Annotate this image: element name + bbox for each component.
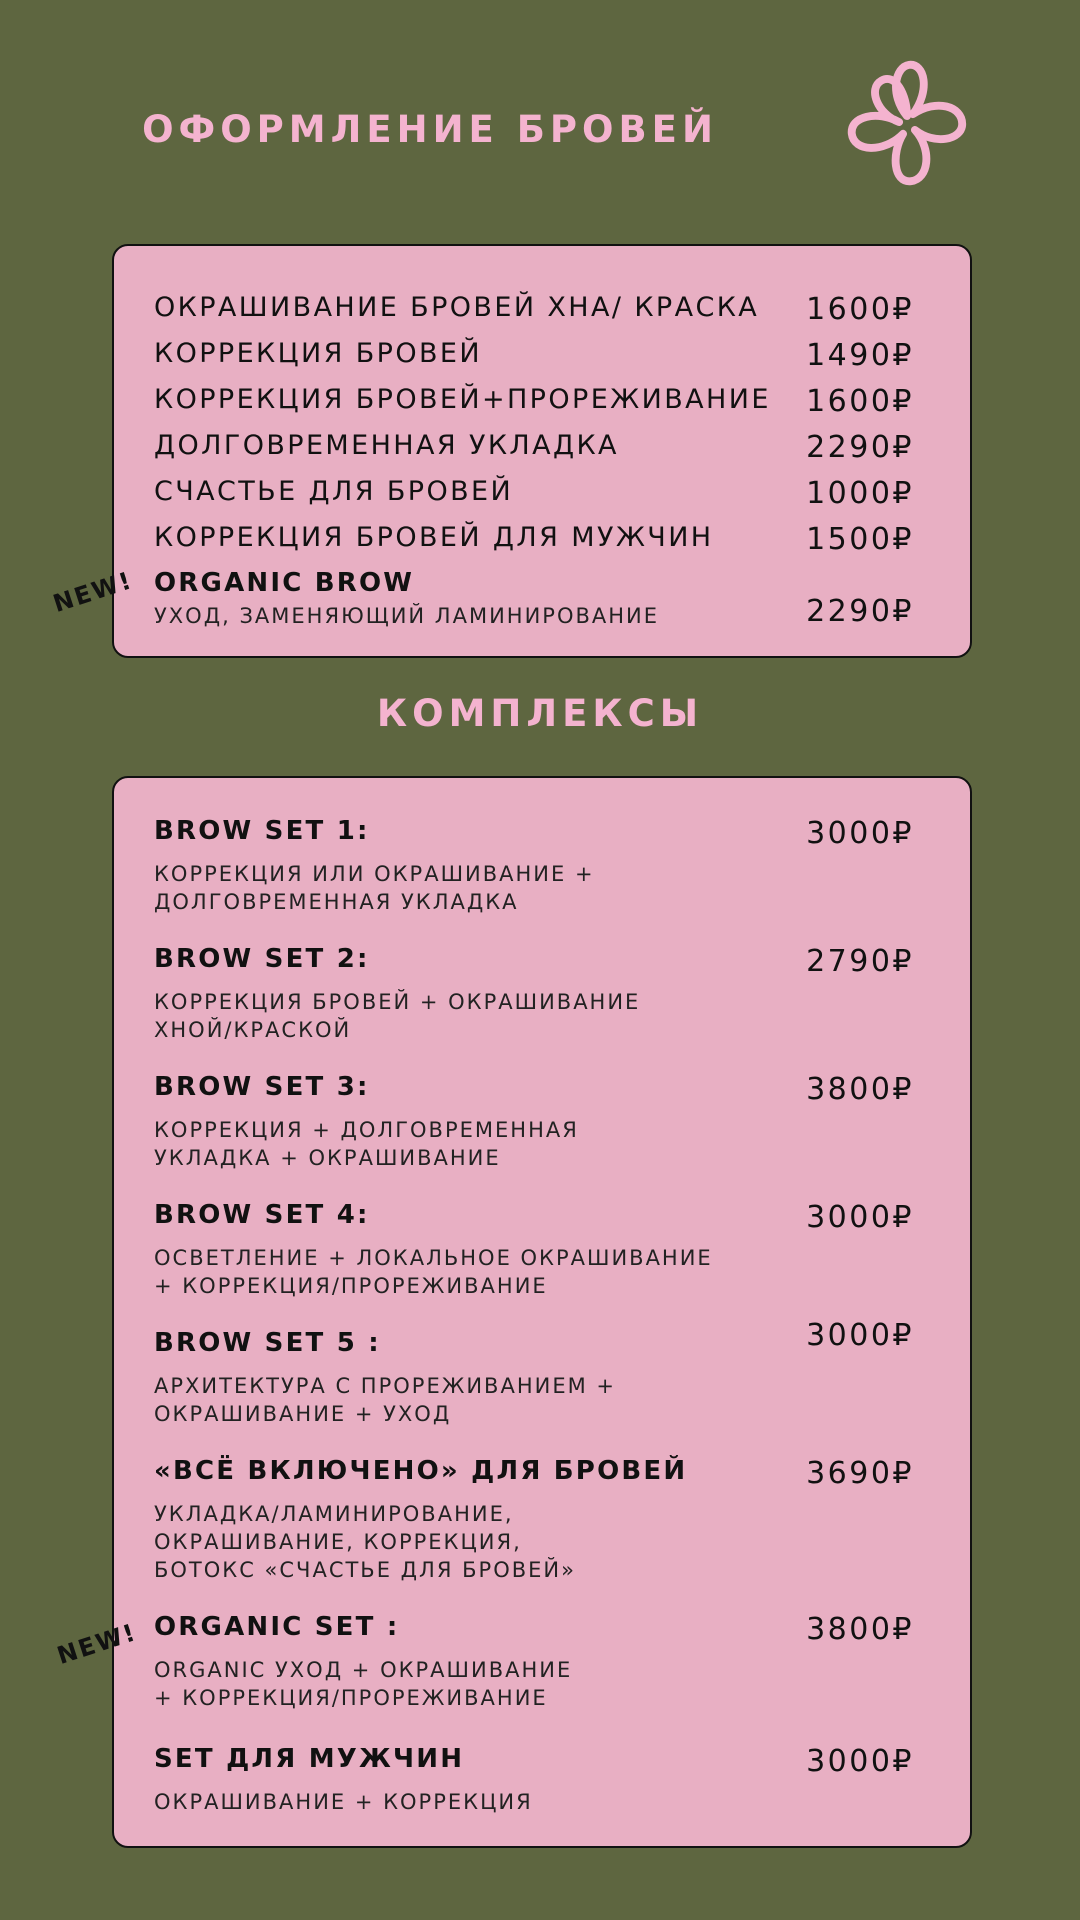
set-price: 3800₽: [806, 1612, 914, 1647]
set-price: 3800₽: [806, 1072, 914, 1107]
section-title-complexes: КОМПЛЕКСЫ: [376, 692, 704, 735]
set-description: КОРРЕКЦИЯ БРОВЕЙ + ОКРАШИВАНИЕ: [154, 990, 641, 1014]
set-description: БОТОКС «СЧАСТЬЕ ДЛЯ БРОВЕЙ»: [154, 1558, 576, 1582]
service-description: УХОД, ЗАМЕНЯЮЩИЙ ЛАМИНИРОВАНИЕ: [154, 604, 660, 628]
service-name: КОРРЕКЦИЯ БРОВЕЙ ДЛЯ МУЖЧИН: [154, 522, 714, 553]
service-name: ORGANIC BROW: [154, 568, 415, 598]
complexes-price-card: [112, 776, 972, 1848]
section-title-brows: ОФОРМЛЕНИЕ БРОВЕЙ: [142, 108, 718, 151]
new-badge: NEW!: [53, 1618, 141, 1670]
list-item: [154, 430, 914, 465]
list-item: [154, 476, 914, 511]
set-price: 3000₽: [806, 1200, 914, 1235]
service-name: ОКРАШИВАНИЕ БРОВЕЙ ХНА/ КРАСКА: [154, 292, 760, 323]
list-item: [154, 944, 914, 1044]
set-name: SET ДЛЯ МУЖЧИН: [154, 1744, 465, 1774]
service-name: ДОЛГОВРЕМЕННАЯ УКЛАДКА: [154, 430, 619, 461]
set-description: ХНОЙ/КРАСКОЙ: [154, 1018, 352, 1042]
set-description: ОКРАШИВАНИЕ + УХОД: [154, 1402, 452, 1426]
set-description: КОРРЕКЦИЯ ИЛИ ОКРАШИВАНИЕ +: [154, 862, 595, 886]
set-price: 3690₽: [806, 1456, 914, 1491]
flower-icon: [838, 55, 976, 193]
set-name: BROW SET 1:: [154, 816, 370, 846]
service-price: 1600₽: [806, 292, 914, 327]
set-description: ORGANIC УХОД + ОКРАШИВАНИЕ: [154, 1658, 573, 1682]
list-item: [154, 1072, 914, 1172]
list-item: [154, 338, 914, 373]
set-name: BROW SET 3:: [154, 1072, 370, 1102]
list-item: [154, 1318, 914, 1428]
set-price: 3000₽: [806, 816, 914, 851]
set-description: АРХИТЕКТУРА С ПРОРЕЖИВАНИЕМ +: [154, 1374, 616, 1398]
list-item: [154, 522, 914, 557]
set-description: + КОРРЕКЦИЯ/ПРОРЕЖИВАНИЕ: [154, 1686, 548, 1710]
service-price: 2290₽: [806, 430, 914, 465]
service-price: 1490₽: [806, 338, 914, 373]
set-description: ОКРАШИВАНИЕ, КОРРЕКЦИЯ,: [154, 1530, 522, 1554]
set-description: + КОРРЕКЦИЯ/ПРОРЕЖИВАНИЕ: [154, 1274, 548, 1298]
set-name: BROW SET 2:: [154, 944, 370, 974]
list-item: [154, 384, 914, 419]
service-name: КОРРЕКЦИЯ БРОВЕЙ: [154, 338, 482, 369]
set-name: BROW SET 5 :: [154, 1328, 381, 1358]
list-item: [154, 292, 914, 327]
set-description: ОКРАШИВАНИЕ + КОРРЕКЦИЯ: [154, 1790, 533, 1814]
service-price: 2290₽: [806, 594, 914, 629]
set-description: УКЛАДКА + ОКРАШИВАНИЕ: [154, 1146, 501, 1170]
set-name: «ВСЁ ВКЛЮЧЕНО» ДЛЯ БРОВЕЙ: [154, 1456, 688, 1486]
brows-price-card: [112, 244, 972, 658]
set-price: 3000₽: [806, 1318, 914, 1353]
list-item: [154, 816, 914, 916]
list-item: [154, 1456, 914, 1584]
service-price: 1500₽: [806, 522, 914, 557]
service-price: 1000₽: [806, 476, 914, 511]
list-item: [154, 1200, 914, 1300]
set-price: 2790₽: [806, 944, 914, 979]
service-price: 1600₽: [806, 384, 914, 419]
set-name: ORGANIC SET :: [154, 1612, 400, 1642]
set-description: КОРРЕКЦИЯ + ДОЛГОВРЕМЕННАЯ: [154, 1118, 579, 1142]
service-name: СЧАСТЬЕ ДЛЯ БРОВЕЙ: [154, 476, 514, 507]
list-item: [154, 1744, 914, 1816]
set-name: BROW SET 4:: [154, 1200, 370, 1230]
list-item-organic-set: [154, 1612, 914, 1712]
list-item-organic-brow: [154, 568, 914, 630]
set-price: 3000₽: [806, 1744, 914, 1779]
set-description: ДОЛГОВРЕМЕННАЯ УКЛАДКА: [154, 890, 519, 914]
new-badge: NEW!: [49, 566, 137, 618]
set-description: УКЛАДКА/ЛАМИНИРОВАНИЕ,: [154, 1502, 514, 1526]
set-description: ОСВЕТЛЕНИЕ + ЛОКАЛЬНОЕ ОКРАШИВАНИЕ: [154, 1246, 713, 1270]
service-name: КОРРЕКЦИЯ БРОВЕЙ+ПРОРЕЖИВАНИЕ: [154, 384, 771, 415]
